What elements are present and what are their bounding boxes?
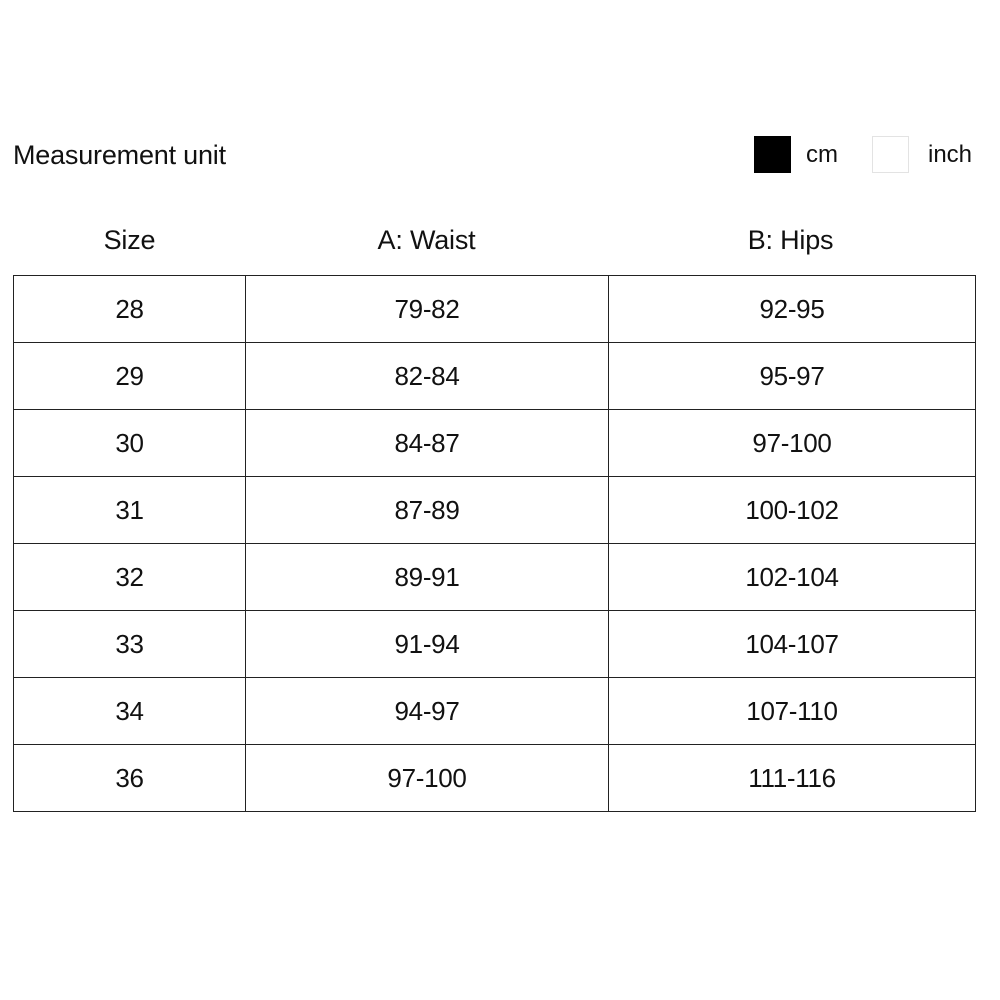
column-header-hips: B: Hips xyxy=(747,225,834,255)
unit-inch-swatch[interactable] xyxy=(872,136,909,173)
table-row xyxy=(14,745,976,812)
waist-cell: 79-82 xyxy=(246,276,609,343)
hips-cell: 95-97 xyxy=(609,343,976,410)
waist-cell: 89-91 xyxy=(246,544,609,611)
table-row xyxy=(14,544,976,611)
hips-cell: 111-116 xyxy=(609,745,976,812)
waist-cell: 91-94 xyxy=(246,611,609,678)
table-row xyxy=(14,343,976,410)
hips-cell: 102-104 xyxy=(609,544,976,611)
column-header-size: Size xyxy=(103,225,156,255)
size-cell: 30 xyxy=(14,410,246,477)
unit-cm-label[interactable]: cm xyxy=(806,141,838,168)
size-cell: 28 xyxy=(14,276,246,343)
waist-cell: 82-84 xyxy=(246,343,609,410)
size-cell: 32 xyxy=(14,544,246,611)
size-chart-table xyxy=(13,275,976,812)
hips-cell: 100-102 xyxy=(609,477,976,544)
hips-cell: 97-100 xyxy=(609,410,976,477)
hips-cell: 92-95 xyxy=(609,276,976,343)
unit-cm-swatch[interactable] xyxy=(754,136,791,173)
waist-cell: 97-100 xyxy=(246,745,609,812)
size-cell: 29 xyxy=(14,343,246,410)
table-row xyxy=(14,276,976,343)
table-row xyxy=(14,410,976,477)
waist-cell: 94-97 xyxy=(246,678,609,745)
hips-cell: 104-107 xyxy=(609,611,976,678)
unit-inch-label[interactable]: inch xyxy=(928,141,973,168)
size-cell: 36 xyxy=(14,745,246,812)
table-row xyxy=(14,611,976,678)
column-header-waist: A: Waist xyxy=(377,225,476,255)
waist-cell: 87-89 xyxy=(246,477,609,544)
size-cell: 33 xyxy=(14,611,246,678)
waist-cell: 84-87 xyxy=(246,410,609,477)
size-cell: 31 xyxy=(14,477,246,544)
table-row xyxy=(14,477,976,544)
measurement-unit-label: Measurement unit xyxy=(13,140,226,170)
table-row xyxy=(14,678,976,745)
hips-cell: 107-110 xyxy=(609,678,976,745)
size-cell: 34 xyxy=(14,678,246,745)
